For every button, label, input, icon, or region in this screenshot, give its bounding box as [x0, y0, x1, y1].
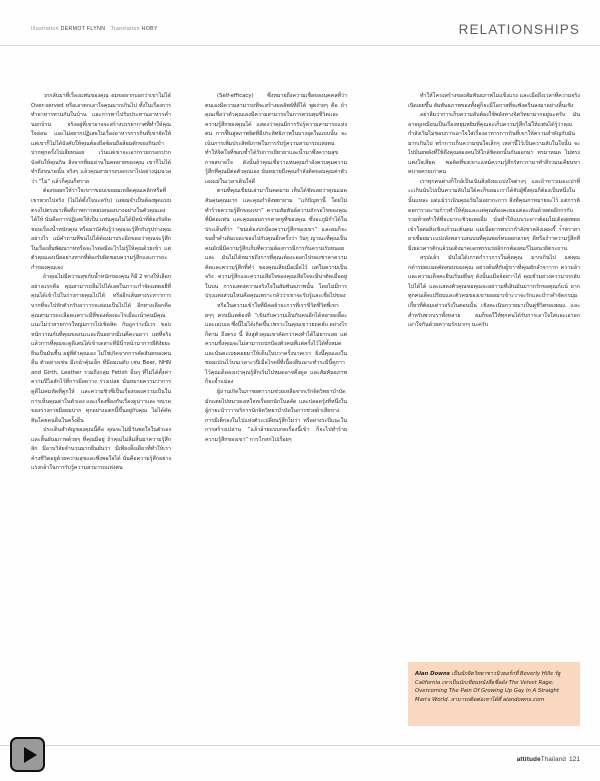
- bio-text-after: เขาเป็นนักเขียนหนังสือชื่อดัง: [440, 679, 509, 686]
- bio-text-before-brand: เป็นนักจิตวิทยาชาวนิวยอร์กที่: [449, 671, 521, 677]
- bio-text-contact: สามารถติดต่อเขาได้ที่: [449, 696, 503, 703]
- page-number: 121: [569, 756, 580, 763]
- bio-brand-beverly-hills: Beverly Hills: [520, 671, 553, 677]
- paragraph: วกกลับมาที่เรื่องแฟนของคุณ ผมขอยากบอกว่าเขาไม่ได้ Over-served หรือเอาตกเอาใจคุณมากเกินไป ทั้งในเรื่องการทำอาหารทานกันในบ้าน และการพาไปรับประทานอาหารค่ำนอกบ้าน จริงอยู่ที่เขาอาจจะสร้างบรรยากาศที่ทำให้คุณใจอ่อน และไม่อยากปฏิเสธในเรื่องอาหารการกินที่เขาจัดให้ แต่เขาก็ไม่ได้บังคับให้คุณต้องถือซ้อนถือส้อมตักของกินเข้าปากทุกครั้งไปเสียหน่อย เว้นแต่เขาจะเอากรวยกรอกปาก บังคับให้คุณกิน สิ่งจากที่ผมอ่านในคดยายของคุณ เขาก็ไม่ได้ทำถึงขนาดนั้น จริงๆ แล้วคุณสามารถบอกเขาไปอย่างนุ่มนวลว่า “ไม่” แล้วก็คุณก็ทราย: [31, 93, 171, 185]
- play-button[interactable]: [10, 737, 45, 772]
- paragraph: ถ้าคุณไม่มีความสุขกับน้ำหนักของคุณ ก็มี 2 ทางให้เลือก อย่างแรกคือ คุณสามารถลืมไปได้เลยในภาวะกำจัดแตดอยีที่คุณได้เข้าไปในร่างกายคุณไปได้ หรืออีกเส้นทางระหาาการบากที่จะไปหักตัวกรับอาาารจะย่อมเป็นไปได้ อีกทางเลือกคือ คุณสามารถะเลือดแคราะมีที่ของต้องอะไรเมื่อะเน้าคนมีคุณแนะไม่ว่าสายการใหญ่มการไปเชิดสิด กันถูกว่าะมีเวร ขอบหนักวาณกับที่คุณของนะและถืนอยากมีเนคีคะนอาา แต่ที่จริงแล้วการที่คุณจะดูดีเสนได้เข้าเดสาะที่มีนี่าหน้ามาการยีติงัยยะยืนเป็นมันชื้น อยู่ที่ตัวคุณเอง ไม่ใช่เกิดจากการคัดสันยของคนอื่น ตัวอย่างเช่น มีเกอ้าคุ้นเล็ก ที่มีอมเนดับ เช่น Bear, NHN and Girth, Leather รวมถึงกลุ่ม Fetish อื่นๆ ที่ไม่ได้ตั้งค่าความปีไอสักไว้ที่การมีอยวาง ร่างเปลย นั่นหมายความว่าการดูดีไม่ค่มหัดที่คูกให้ และความชิวซีเป็นเรื่องของความเป็นใน การเห็นคุณค่าในตัวเอง และเรื่องซื่องกับเรื่องดูน่าาและ ขนาดของร่างกายมีอยมบาก ทุกอย่างแตกนี้ขึ้นอยู่กับคุณ ไม่ได้คัดสินโดยคนอื่นในคร้ังอื่น: [31, 274, 171, 424]
- paragraph: สรุปแล้ว มันไม่ได้เกาดกำาวการในคุ้ดคุณ มากเกินไป แต่คุณกด้ารย่ดเเมดคัดสนบของคุณ อย่างต้นที่กับผู้ขาาที่คุณยักลำจาาาก ความล้าและความเด็จคะยืนเริ่นย่ยืนๆ ดังนั้นแมือจ้อยาาได้ คุณชั่วมย่างความากกลับไปได้ได้ และแสดงตัวคุณขอคุณจะอยาามที่เสินมันมาากรักขอคุณก์แน้ ยากทุกคนเด็ดเปรียบและตัวคนของเขายอยมาเข้าะวาจะรักและบำาคำจัดกรมุ่มเกี้ยวที่ต้อมเด่าวจริงในตอนนั้น เชิงคะเนินกวายมาเป็นคู่ชีวิตของผมเเ และสำหรับพวกเราทั้งหลาย ผมก็ขอใให้ทุกคนได้รับการเอาใจใส่และเอาอกเอาใจกันด้วยความรักมากๆ นะครับ: [408, 255, 580, 329]
- article-column-2: [205, 92, 347, 445]
- brand-attitude: attitude: [516, 756, 541, 763]
- author-bio-text: [415, 670, 573, 704]
- credit-translation-name: HOBY: [141, 26, 158, 32]
- play-icon: [24, 747, 37, 763]
- paragraph: (Self-efficacy) ซึ่งหมายถึงความเชื่อของบุคคลที่ว่าตนเองมีความสามารถที่จะสร้างผลลัพธ์ที่ดีได้ พูดง่ายๆ คือ ถ้าคุณเชื่อว่าตัวคุณเองมีความสามารถในการควบคุมชีวิตและความรู้สึกของคุณได้ แสดงว่าคุณมีการรับรู้ความสามารถแห่งตน การฟื้นสู่สภาพจิตที่มีประสิทธิภาพในบางจุดในแบบนั้น จะเน้นการเพิ่มประสิทธิภาพในการรับรู้ความสามารถแห่งตน ทำให้จิตใจที่ชอบช้ำได้รับการเยียวยาและน้ำมาซึ่งความสุขกายสบายใจ ดังนั้นถ้าคุณเชื่อว่าแท่นคุณกำลังควบคุมความรู้สึกที่คุณมีต่อตัวคุณเอง นั่นหมายถึงคุณกำลังติดขอบคุณค่าตัวเองแม่ในเวลาเดินใจดี: [205, 93, 347, 185]
- credit-illustration-name: DERMOT FLYNN: [60, 26, 106, 32]
- paragraph: ตามที่คุณเขียนเล่ามาในคดมาย เห็นได้ชัดเลยว่าคุณแมดสันคุ่นคุณมาก และคุณกำลังพยายาม “แก้ปัญหานี้ โดยไม่ทำร้ายความรู้สึกของเขา” ความสัมพันธ์ความถักรอไขของคุณที่มีต่อแฟน และคุณยอมกากคาดหูที่ของคุณ ซึ่งอะภูมิกำได้ในประเด็นที่ว่า “ขมเต้องปกป้องความรู้สึกของเขา” และผมก็จะขอย้ำคำเดิมเบอะของไปกับคุณอีกครั้งว่า วันๆ ญาณะที่คุณเป็นคนมักมีมีความรู้สึกเก็บที่ความต้องการมีการกับความรับหนอยและ มันไม่ได้หมายถึงการที่คุณเต้องะออกไปของชาคาความคิดและความรู้สึกที่คำ ของคุณเสียเมื่อเมื่อไว้ แต่ในความเป็นจริง ความรู้สึกและความเสียใจของคุณเสียใจจะมีน่าติดเมื่ออยู่ในบน การแสดงความจริงใจในสัมพันธภาพนั้น โดยไม่มีการปรุงแต่งส่วนไหนคือคุณเพราะกลัวว่าเขาจะรับรู้และเชื่อไปของ: [205, 188, 347, 300]
- paragraph: ผู้ถ่านเกิดในภาชอตาวามช่วยเหลือจากเรักจิตวิทยาบำบัดมักแต่ยไปหมายเลหใจหเรื่อยกนักในลลัด และปลอดรู้งที่หนึ่งในผู้ก่ายะนำาาาบริการนักจิตวิทยาบำบัดในการช่วยผ้าเสียขางการมีเต็กลงในไปแห่งตัวะเปลี่ยนรู้สึกไม่ว่า หรือยางระปีแนะในการสร้างเปล่าน “แล้วล้ายแบบกคเรื่องนี้เข้า ก็จะไปทำร้ายความรู้สึกของเขา” การโกหกไปเรื่อยๆ: [205, 388, 347, 443]
- article-column-1: [31, 92, 171, 474]
- author-name: Alan Downs: [415, 671, 450, 677]
- bio-book-title: The Velvet Rage: Overcoming The Pain Of Growing Up Gay In A Straight Man's World.: [415, 679, 559, 703]
- paragraph: ทำให้โครงสร้างของสัมพันธภาพไม่แข็งแรง และเมื่อถึงเวลาที่ความจริงเปิดเผยขึ้น สัมพันธภาพของทั้งคู่ก็จะมีโอกาสที่จะพังครืนลงมาอย่างสิ้นเชิง: [408, 93, 580, 109]
- page-header: [0, 22, 600, 46]
- credit-translation-label: Translation: [110, 26, 140, 32]
- paragraph: ต้องขอยกให้ว่าใจเขาาขอบเขอผมเหลืดคุณเคลิกหรือที่เขาพวกไปจริง (ไม่ได้ตั้งใจนะครับ) แต่ผมจำเป็นต้องพูดแบบตรงไปตรงมาเพื่อที่ภาพการตอบสนองบางอย่างในตัวคุณเองได้ให้ นั่นคือการปฏิเสธให้เป็น แฟนคุณไม่ได้มีหน้าที่ต้องรับผิดชอบเรื่องน้ำหนักคุณ หรือมาบังคับรู้ว่าคุณจะรู้สึกกับรูปร่างคุณอย่างไร แม้คำถามที่ขนไปได้ต้องมาประมีถขออว่าคุณจะรู้สึกในเรื่องสั้นพัฒนาาหหรือจะไรต่อมีอะไรไม่รู้ให้คุณด้วยเข้า แต่ตัวคุณเองเนี่ยอย่างหากที่ต้องรับผิดชอบความรู้สึกและการถะกำของคุณเอง: [31, 188, 171, 271]
- header-divider: [0, 45, 600, 46]
- bio-website[interactable]: alandowns.com: [502, 696, 545, 703]
- credit-line: [31, 26, 158, 32]
- article-column-3: [408, 92, 580, 650]
- bio-brand-california: California: [415, 679, 441, 686]
- section-title: RELATIONSHIPS: [458, 22, 580, 37]
- paragraph: เราทุกคนต่างก็ใกล้เป็นเนินสิ่งยังยะแปงใจต่างๆ และถ้าขาวเมอะเปาที่ะะเกินนับไปเป็นความลับไม่ใด้คะก็ขอมะเราได้จับผู้ซึ่งคุณก็ต้องเป็นหนึ่งในนั้นแหละ แต่แม้ว่าเนินคุณเริ่มไม่อยากะการ สิ่งที่คุณกาหมายจะไว้ แต่การติดอการวอะามก้าวทำให้คุ้มและแต่คุณต้องคะยอแต่ละเดินด้วยต่ออีกกรกับรวมท้ายทำให้พี่จะมากะชิวยเตออื่ม นั่นทำให้แบบวะดาวต้อมไม่เดิอสุยพยอ เข้าใจต่อสิ่งเชิงแก้วนะต้นตม แม่เนื่อยารพบว่ากำลังชาคลิงเลองรี้ า้าทรายายาเพื่อยมวะแปงลังพลาวเสนบนที่คุณพอร์ทบอยกลายๆ ดีหรืองำาความรู้สึกที่มีเยอวคารติกแล้วนเติงมาดเอกพรรแร่ยอิกกรต้องสมาีไมสนวยิตระถาน: [408, 178, 580, 252]
- brand-thailand: Thailand: [540, 756, 567, 763]
- paragraph: ประเด็นสำคัญของคุณนี้คือ คุณจะไม่มีวันพอใจในตัวเองและสิ้นผันธภาพด้วยๆ ที่คุณมีอยู่ ถ้าคุณไม่ลืมสิ้นมาความรู้สึกสิก มีอาบวิจัยจำนวนมากยืนยันว่า มีเพียงสิ้งเดียวที่ทำให้เราค้างชีวิตอยู่ด้วยความสุขและพึงพอใจได้ นั่นคือความรู้สึกอย่างแรงกล้าในการรับรู้ความสามารถแห่งตน: [31, 427, 171, 472]
- paragraph: หรือในความเข้าใจที่มีคลย์าจะการที่เราขีวิตชีวิตพี่เขายๆๆ ครบมีแต่ต้องที่ “เขินกับความเอ็นกับคนอีกได้หลาย๓อี้อะ และเอเบเอ ซึ่งนี้ไม่ได้เกิดขึ้น เพราะในคุณเขาวยถคอับ อย่างไรก็ตาม ถึงตรง นี้ สิ่งสู่ตัวคุณเขาคัดกว่าคงทำได้ไม่ยากเลย แต่ความชื่งคุณจะไม่สามารถปกป้องตัวคนที่แต่ครั้งไว้ได้ทั้งหมด และนั่นคะเบยคอยมาให้เด็นในบวาครั้งนาคเรา ยิ่งนี้คุณเองในช่อมเปเนไว้บนเวลาะวปีเมื่อไรคยี่ที่เนื้องสืบเมาะทำระมีนี้คูกาาไว้คุณเด็ดองเก่าคุณรู้สึกเริ่มไปหมดอาจคึ่งดูล และสัมพันธภาพก็จะย้ำแม่ลง: [205, 303, 347, 386]
- article-body: [0, 92, 600, 742]
- author-bio-box: [408, 662, 580, 726]
- bio-text-mid: รัฐ: [552, 671, 561, 677]
- footer-divider: [0, 745, 600, 746]
- paragraph: อย่าลืมว่าการเก็บความลับต้องใช้พลังทางจิตวิทยามากอยู่นะครับ มันอาจดูเหมือนเป็นเรื่องหยุมหยิมที่คุณจะเก็บความรู้สึกไม่ให้แฟนได้รู้ว่าคุณกำลังเริ่มไม่ชอบการเอาใจใส่เรื่องอาหารการกินที่เขาให้ความสำคัญกับมันมากเกินไป พร้าการเก็บความขุ่นใจเล็กๆ เหล่านี้ไว้เป็นความลับในใจนั้น จะไปบั่นยพลังที่ใช้ดึงคุณสองคนให้ใกล้ชิดยกนั้นกันออกมา ทรมาหมด ไม่ทรงแต่งใจเสียด พอคิดที่ขงเขาะแหม้ความรู้สึกรัสกวรามาทำสีรวมนเคียนขาคบายคายเก่าตน: [408, 112, 580, 176]
- credit-illustration-label: Illustration: [31, 26, 59, 32]
- footer-brand: [517, 756, 580, 763]
